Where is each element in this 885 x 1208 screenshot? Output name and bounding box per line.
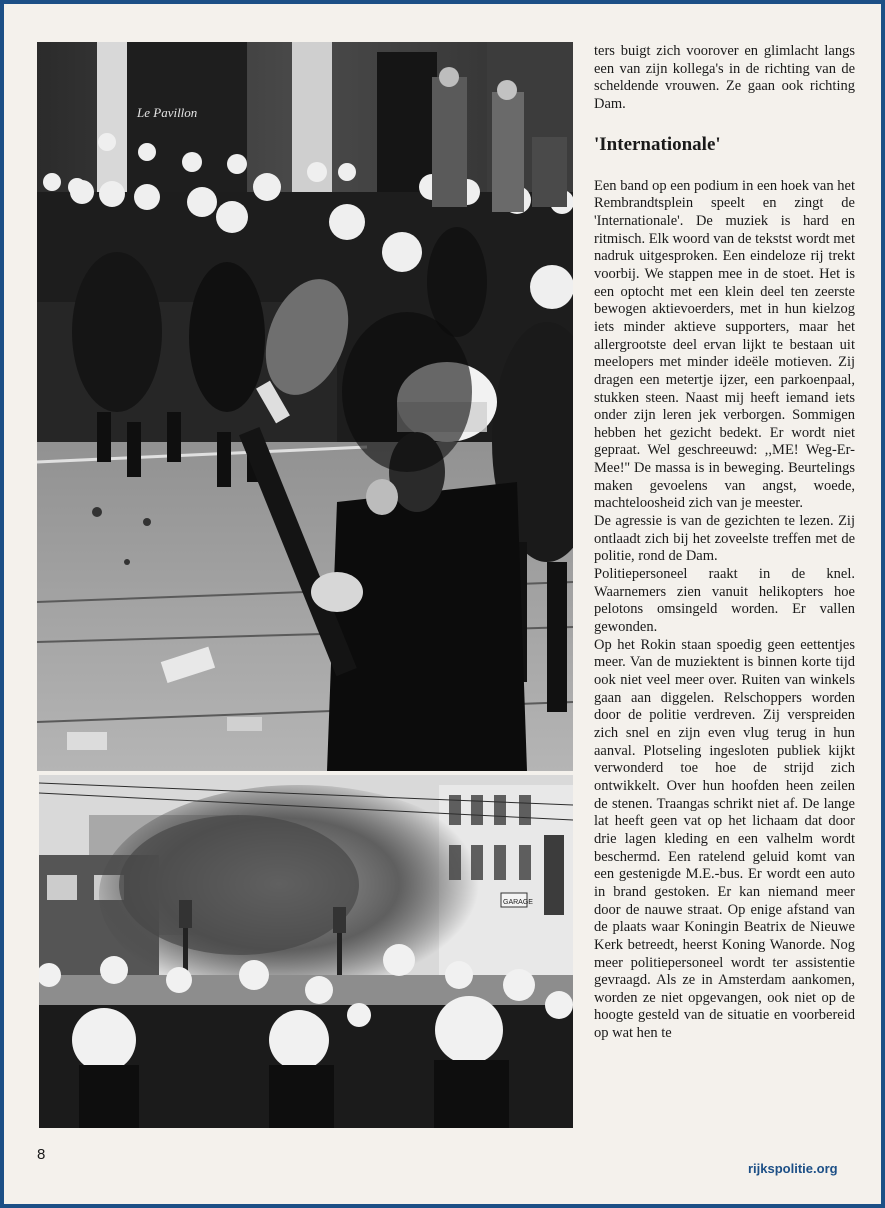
article-paragraph: Op het Rokin staan spoedig geen eettentjes meer. Van de muziektent is binnen korte tijd ook niet veel meer over. Ruiten van winkels gaan aan diggelen. Relschoppers worden door de politie verdreven. Zij verspreiden zich snel en zijn even vlug terug in hun aanval. Plotseling ingesloten publiek kijkt verwonderd toe hoe de strijd zich ontwikkelt. Over hun hoofden heen zeilen de stenen. Traangas schrikt niet af. De lange lat heeft geen vat op het lichaam dat door drie lagen kleding en een valhelm wordt beschermd. Een ratelend geluid komt van een gestenigde M.E.-bus. Er wordt een auto in brand gestoken. Er kan niemand meer door de nauwe straat. Op enige afstand van de plaats waar Koningin Beatrix de Nieuwe Kerk betreedt, heerst Koning Wanorde. Nog meer politiepersoneel wordt ter assistentie gevraagd. Als ze in Amsterdam aankomen, worden ze niet opgevangen, ook niet op de hoogte gesteld van de situatie en voorbereid op wat hen te	[594, 636, 855, 1042]
street-riot-smoke-photo-graphic	[39, 775, 573, 1128]
riot-police-photo-graphic	[37, 42, 573, 771]
watermark-link[interactable]: rijkspolitie.org	[748, 1161, 838, 1176]
officer-hand	[311, 572, 363, 612]
page-number: 8	[37, 1146, 46, 1163]
garage-sign: GARAGE	[503, 899, 533, 906]
officer-coat	[327, 482, 527, 771]
article-column	[594, 43, 855, 1043]
section-heading: 'Internationale'	[594, 133, 721, 155]
shop-sign: Le Pavillon	[137, 105, 198, 120]
article-paragraph: Politiepersoneel raakt in de knel. Waarnemers zien vanuit helikopters hoe pelotons omsingeld worden. Er vallen gewonden.	[594, 566, 855, 636]
article-intro: ters buigt zich voorover en glimlacht langs een van zijn kollega's in de richting van de scheldende vrouwen. Ze gaan ook richting Dam.	[594, 43, 855, 112]
gas-mask-filter	[366, 479, 398, 515]
riot-police-photo	[37, 42, 573, 771]
article-paragraph: Een band op een podium in een hoek van het Rembrandtsplein speelt en zingt de 'Internationale'. De muziek is hard en ritmisch. Elk woord van de tekstst wordt met nadruk uitgesproken. Een eindeloze rij trekt voorbij. We stappen mee in de stoet. Het is een optocht met een klein deel ten zeerste bewogen aktievoerders, met in hun kielzog iets minder aktieve supporters, maar het allergrootste deel ervan lijkt te bestaan uit meelopers met minder ideële motieven. Zij dragen een metertje ijzer, een parkoenpaal, stukken steen. Naast mij heeft iemand iets onder zijn leren jek verborgen. Sommigen hebben het gezicht bedekt. Er wordt niet gepraat. Wel geschreeuwd: ,,ME! Weg-Er-Mee!'' De massa is in beweging. Beurtelings maken gevoelens van angst, woede, machteloosheid zich van je meester.	[594, 177, 855, 512]
article-paragraph: De agressie is van de gezichten te lezen. Zij ontlaadt zich bij het zoveelste treffen met de politie, rond de Dam.	[594, 513, 855, 565]
street-riot-smoke-photo	[39, 775, 573, 1128]
